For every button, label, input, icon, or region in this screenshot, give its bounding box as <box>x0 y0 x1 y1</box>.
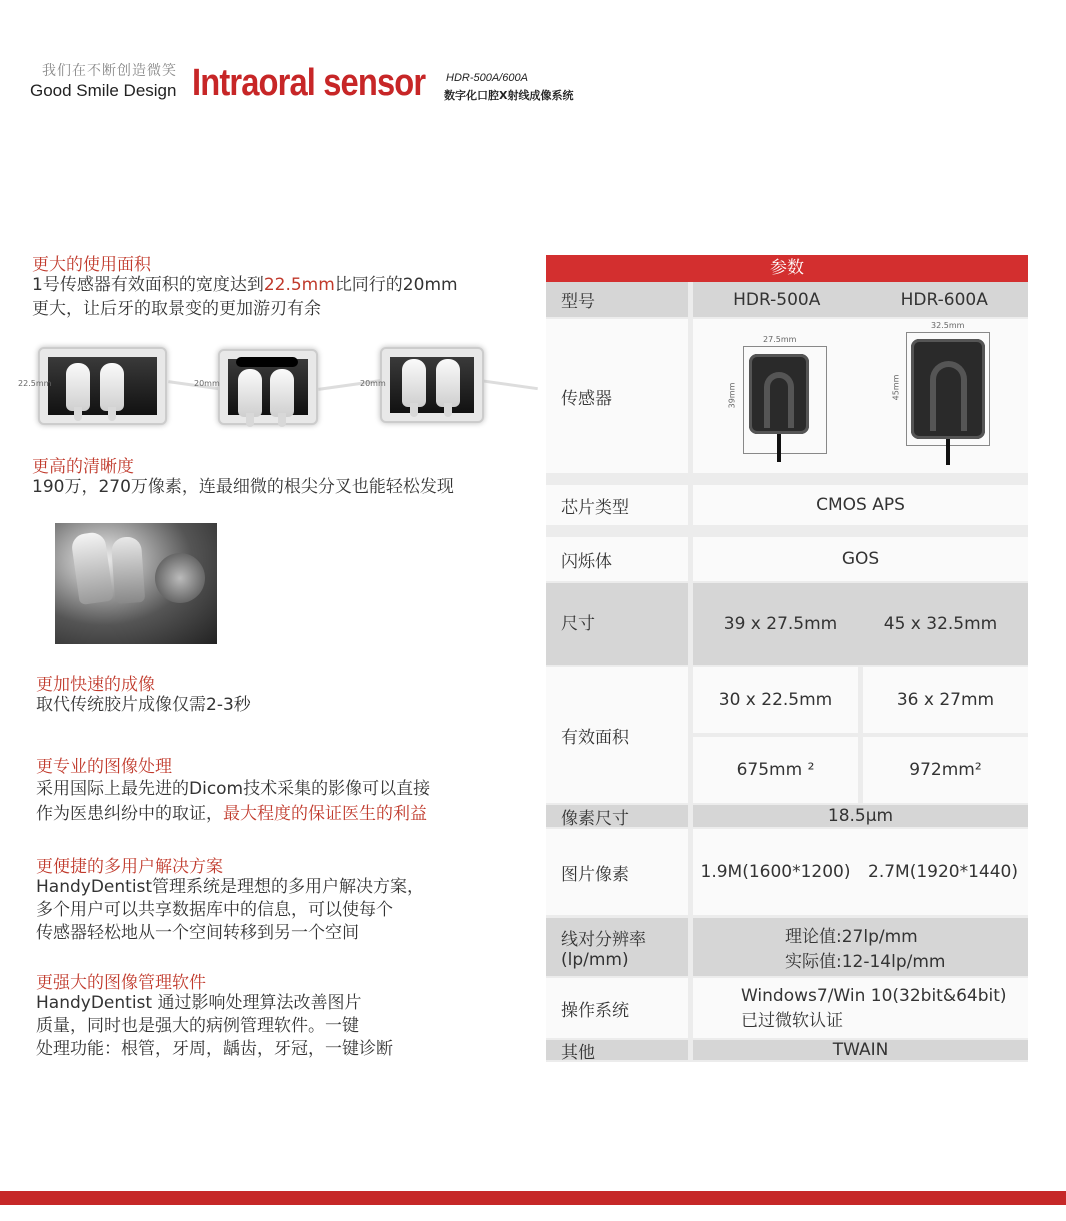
sensor-tile-20-a <box>218 349 318 425</box>
row-label-scintillator: 闪烁体 <box>546 537 688 581</box>
feature-heading-processing: 更专业的图像处理 <box>36 757 172 777</box>
label-line: 线对分辨率 <box>561 929 646 950</box>
xray-image <box>55 523 217 644</box>
spec-table-header: 参数 <box>546 255 1028 282</box>
dimension-label: 20mm <box>360 379 386 388</box>
text-segment: 1号传感器有效面积的宽度达到 <box>32 275 264 295</box>
row-label-image-pixels: 图片像素 <box>546 829 688 915</box>
cable <box>478 379 538 390</box>
footer-bar <box>0 1191 1066 1205</box>
row-label-os: 操作系统 <box>546 978 688 1038</box>
text-segment: 作为医患纠纷中的取证， <box>36 804 223 824</box>
os-version: Windows7/Win 10(32bit&64bit) <box>741 985 1007 1006</box>
feature-heading-area: 更大的使用面积 <box>32 255 151 275</box>
sensor-600a-icon <box>911 339 985 439</box>
pixel-size-value: 18.5μm <box>693 805 1028 827</box>
feature-text-area-1 <box>32 273 458 297</box>
sensor-500a-icon <box>749 354 809 434</box>
row-label-pixel-size: 像素尺寸 <box>546 805 688 827</box>
sensor-width-diagram <box>18 345 538 425</box>
feature-heading-speed: 更加快速的成像 <box>36 675 155 695</box>
feature-text-software-3: 处理功能：根管，牙周，龋齿，牙冠，一键诊断 <box>36 1039 393 1059</box>
pixels-row <box>693 829 1028 915</box>
row-label-other: 其他 <box>546 1040 688 1060</box>
feature-text-software-2: 质量，同时也是强大的病例管理软件。一键 <box>36 1016 359 1036</box>
resolution-theoretical: 理论值:27lp/mm <box>785 927 918 947</box>
dimension-label: 22.5mm <box>18 379 52 388</box>
scintillator-value: GOS <box>693 537 1028 581</box>
row-label-model: 型号 <box>546 282 688 317</box>
feature-text-multiuser-1: HandyDentist管理系统是理想的多用户解决方案， <box>36 877 425 897</box>
cable <box>777 434 781 462</box>
highlight-text: 最大程度的保证医生的利益 <box>223 804 427 824</box>
sensor-b-width: 32.5mm <box>931 321 965 330</box>
os-values <box>693 978 1028 1038</box>
feature-text-area-2: 更大，让后牙的取景变的更加游刃有余 <box>32 299 321 319</box>
area-a-dimensions: 30 x 22.5mm <box>693 667 858 733</box>
sensor-images <box>693 319 1028 473</box>
resolution-actual: 实际值:12-14lp/mm <box>785 952 946 972</box>
size-row <box>693 583 1028 665</box>
area-b-dimensions: 36 x 27mm <box>863 667 1028 733</box>
product-subtitle: 数字化口腔X射线成像系统 <box>444 89 574 102</box>
feature-text-processing-2 <box>36 802 427 826</box>
feature-text-processing-1: 采用国际上最先进的Dicom技术采集的影像可以直接 <box>36 779 431 799</box>
os-certification: 已过微软认证 <box>741 1010 843 1031</box>
feature-text-multiuser-3: 传感器轻松地从一个空间转移到另一个空间 <box>36 923 359 943</box>
spec-table <box>546 282 1028 1062</box>
feature-heading-clarity: 更高的清晰度 <box>32 457 134 477</box>
pixels-b: 2.7M(1920*1440) <box>868 862 1018 882</box>
size-b: 45 x 32.5mm <box>883 614 998 634</box>
brand-slogan-cn: 我们在不断创造微笑 <box>42 63 177 79</box>
chip-value: CMOS APS <box>693 485 1028 525</box>
label-line: (lp/mm) <box>561 949 629 970</box>
feature-heading-multiuser: 更便捷的多用户解决方案 <box>36 857 223 877</box>
row-label-sensor: 传感器 <box>546 319 688 473</box>
model-numbers: HDR-500A/600A <box>446 72 528 84</box>
feature-heading-software: 更强大的图像管理软件 <box>36 973 206 993</box>
sensor-b-height: 45mm <box>891 374 901 401</box>
pixels-a: 1.9M(1600*1200) <box>700 862 851 882</box>
resolution-values <box>693 918 1028 976</box>
row-label-chip: 芯片类型 <box>546 485 688 525</box>
row-label-size: 尺寸 <box>546 583 688 665</box>
model-b: HDR-600A <box>900 289 988 310</box>
model-row <box>693 282 1028 317</box>
feature-text-speed: 取代传统胶片成像仅需2-3秒 <box>36 695 251 715</box>
brand-slogan-en: Good Smile Design <box>30 81 177 100</box>
feature-text-clarity: 190万，270万像素，连最细微的根尖分叉也能轻松发现 <box>32 477 454 497</box>
text-segment: 比同行的20mm <box>334 275 458 295</box>
feature-text-multiuser-2: 多个用户可以共享数据库中的信息，可以使每个 <box>36 900 393 920</box>
sensor-tile-22-5 <box>38 347 167 425</box>
model-a: HDR-500A <box>733 289 821 310</box>
dimension-label: 20mm <box>194 379 220 388</box>
feature-text-software-1: HandyDentist 通过影响处理算法改善图片 <box>36 993 362 1013</box>
area-a-value: 675mm ² <box>693 737 858 803</box>
sensor-a-width: 27.5mm <box>763 335 797 344</box>
other-value: TWAIN <box>693 1040 1028 1060</box>
cable <box>946 439 950 465</box>
highlight-value: 22.5mm <box>263 275 335 295</box>
size-a: 39 x 27.5mm <box>723 614 838 634</box>
area-b-value: 972mm² <box>863 737 1028 803</box>
sensor-a-height: 39mm <box>727 382 737 409</box>
row-label-resolution <box>546 918 688 976</box>
row-label-effective-area: 有效面积 <box>546 667 688 803</box>
sensor-tile-20-b <box>380 347 484 423</box>
page-title: Intraoral sensor <box>192 62 426 104</box>
